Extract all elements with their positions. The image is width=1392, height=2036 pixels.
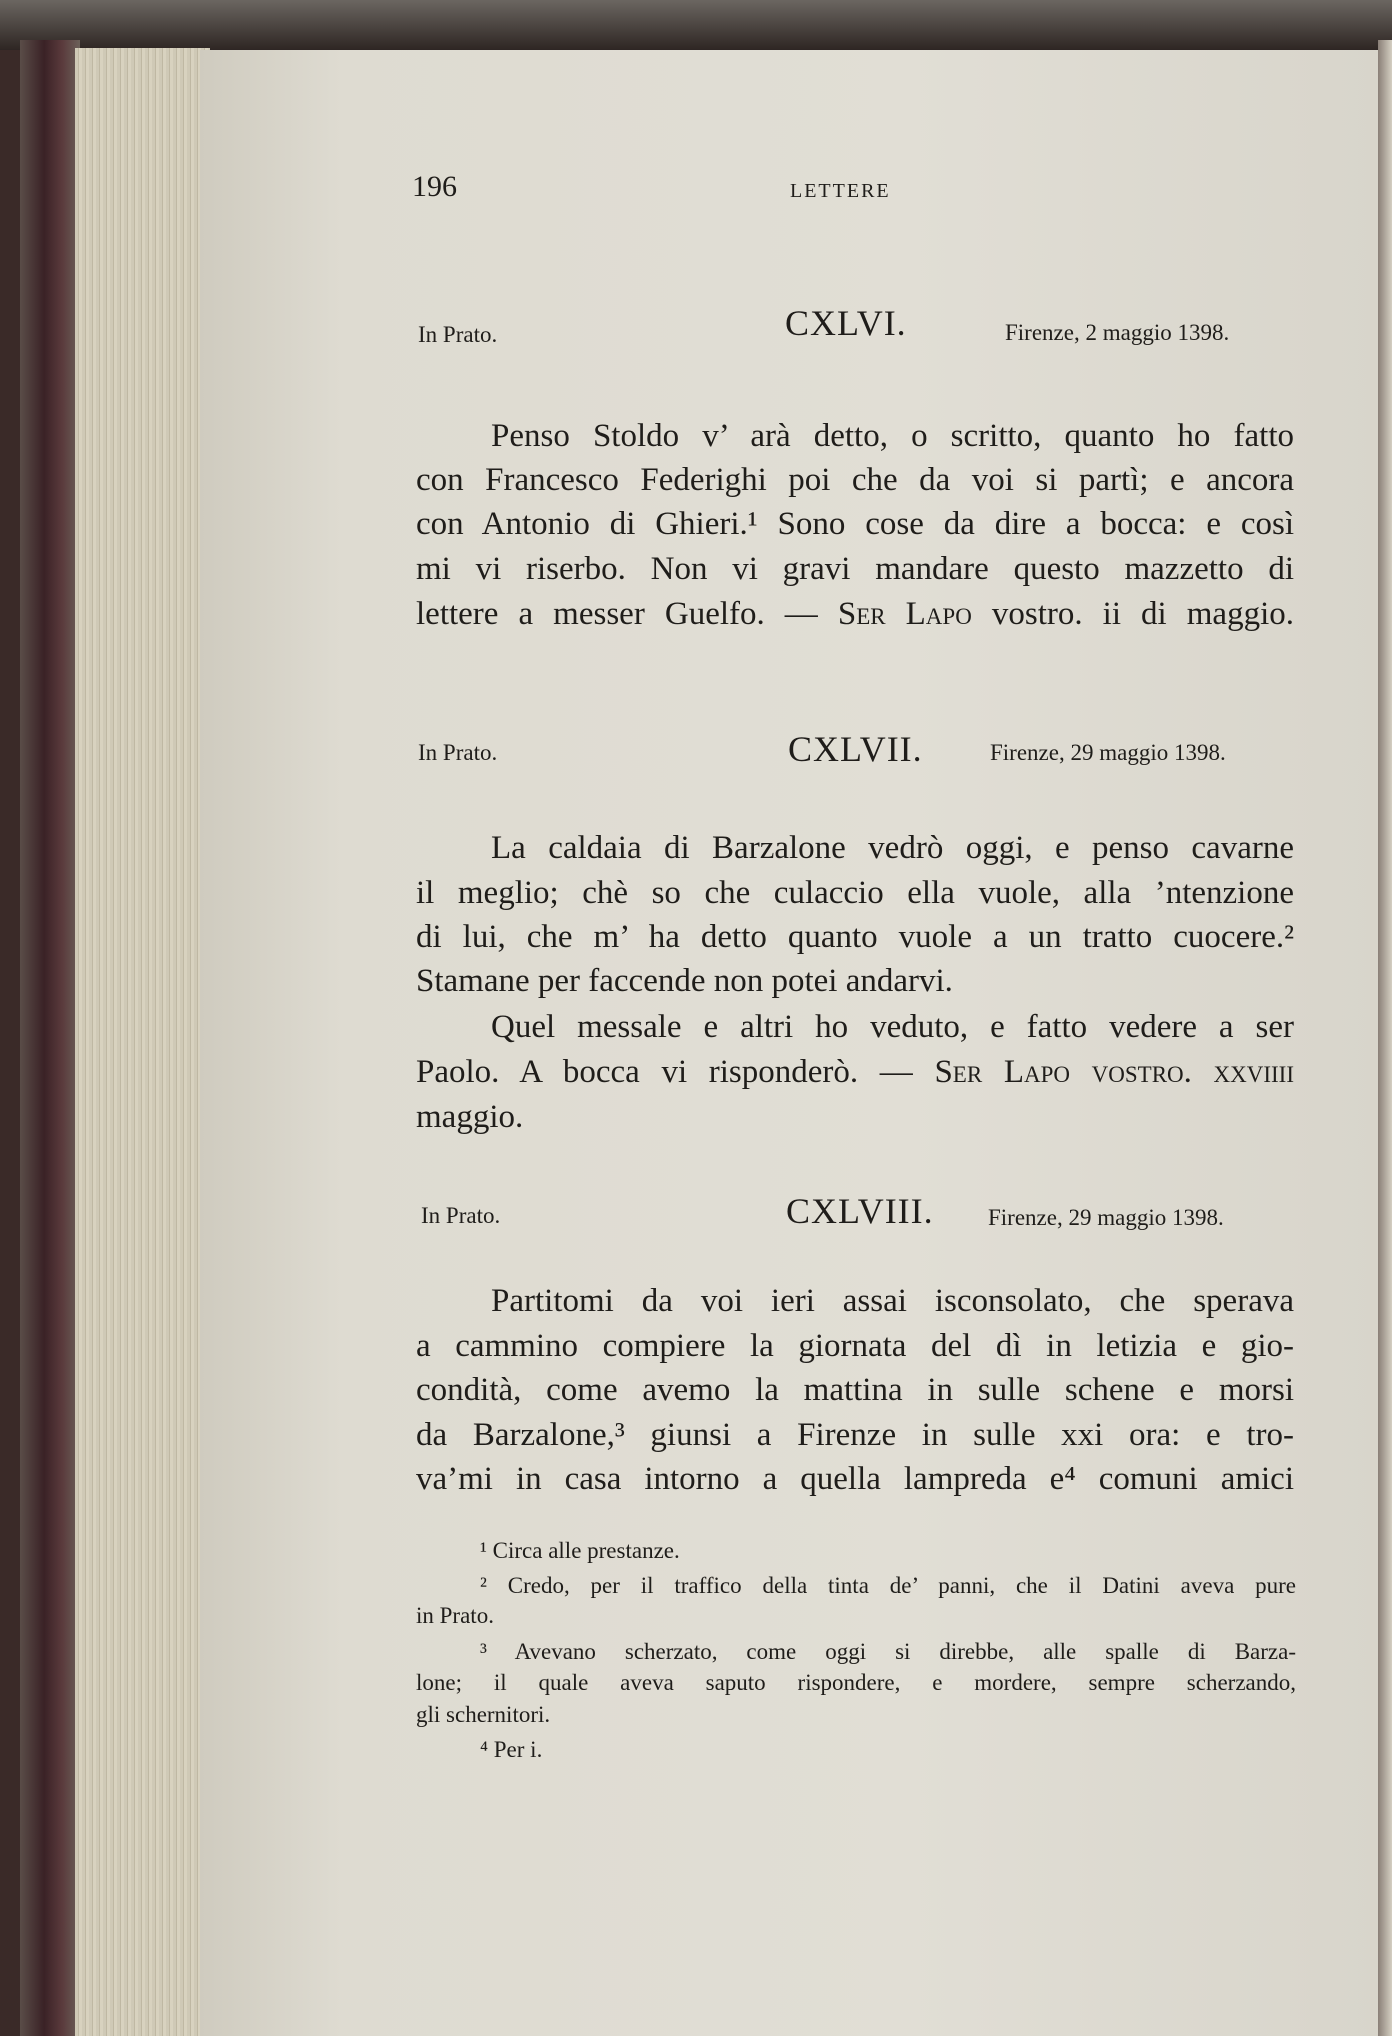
book-top-edge	[0, 0, 1392, 50]
letter-number: CXLVII.	[788, 729, 923, 769]
page-number: 196	[412, 170, 457, 203]
book-binding	[20, 40, 80, 2036]
signature: Ser Lapo	[837, 596, 972, 632]
text-segment: lettere a messer Guelfo. —	[416, 596, 818, 632]
footnote: ³ Avevano scherzato, come oggi si direbbe, alle spalle di Barza-	[480, 1639, 1296, 1664]
text-line: Quel messale e altri ho veduto, e fatto vedere a ser	[491, 1009, 1294, 1045]
footnote: gli schernitori.	[416, 1702, 551, 1727]
text-line	[416, 1054, 1294, 1091]
text-line: Stamane per faccende non potei andarvi.	[416, 963, 953, 999]
text-line: mi vi riserbo. Non vi gravi mandare questo mazzetto di	[416, 551, 1294, 587]
text-segment: vostro. ii di maggio.	[991, 596, 1294, 632]
text-segment: Paolo. A bocca vi risponderò. —	[416, 1054, 913, 1090]
text-line: Partitomi da voi ieri assai isconsolato, che sperava	[491, 1283, 1294, 1319]
letter-date: Firenze, 29 maggio 1398.	[988, 1205, 1224, 1230]
text-line: con Francesco Federighi poi che da voi si partì; e ancora	[416, 462, 1294, 498]
letter-date: Firenze, 2 maggio 1398.	[1005, 320, 1230, 345]
letter-address: In Prato.	[418, 740, 498, 765]
text-line: da Barzalone,³ giunsi a Firenze in sulle xxi ora: e tro-	[416, 1417, 1294, 1453]
text-line: con Antonio di Ghieri.¹ Sono cose da dire a bocca: e così	[416, 506, 1294, 542]
letter-number: CXLVIII.	[786, 1191, 934, 1231]
letter-date: Firenze, 29 maggio 1398.	[990, 740, 1226, 765]
text-line: di lui, che m’ ha detto quanto vuole a un tratto cuocere.²	[416, 919, 1294, 955]
signature: Ser Lapo	[934, 1054, 1070, 1090]
text-segment: vostro. xxviiii	[1091, 1054, 1295, 1090]
text-line	[416, 596, 1294, 633]
footnote: in Prato.	[416, 1603, 494, 1628]
text-line: condità, come avemo la mattina in sulle schene e morsi	[416, 1372, 1294, 1408]
text-line: va’mi in casa intorno a quella lampreda e⁴ comuni amici	[416, 1461, 1294, 1497]
footnote: ⁴ Per i.	[480, 1737, 543, 1762]
facing-page-edge	[1378, 40, 1392, 2036]
running-title: LETTERE	[790, 180, 891, 202]
footnote: ² Credo, per il traffico della tinta de’ panni, che il Datini aveva pure	[480, 1573, 1296, 1598]
footnote: ¹ Circa alle prestanze.	[480, 1538, 680, 1563]
page-edges	[75, 48, 210, 2036]
footnote: lone; il quale aveva saputo rispondere, e mordere, sempre scherzando,	[416, 1670, 1296, 1695]
text-line: a cammino compiere la giornata del dì in letizia e gio-	[416, 1328, 1294, 1364]
text-line: Penso Stoldo v’ arà detto, o scritto, quanto ho fatto	[491, 418, 1294, 454]
letter-number: CXLVI.	[785, 303, 907, 343]
text-line: il meglio; chè so che culaccio ella vuole, alla ’ntenzione	[416, 875, 1294, 911]
text-line: maggio.	[416, 1099, 524, 1135]
letter-address: In Prato.	[418, 322, 498, 347]
letter-address: In Prato.	[421, 1203, 501, 1228]
text-line: La caldaia di Barzalone vedrò oggi, e penso cavarne	[491, 830, 1294, 866]
